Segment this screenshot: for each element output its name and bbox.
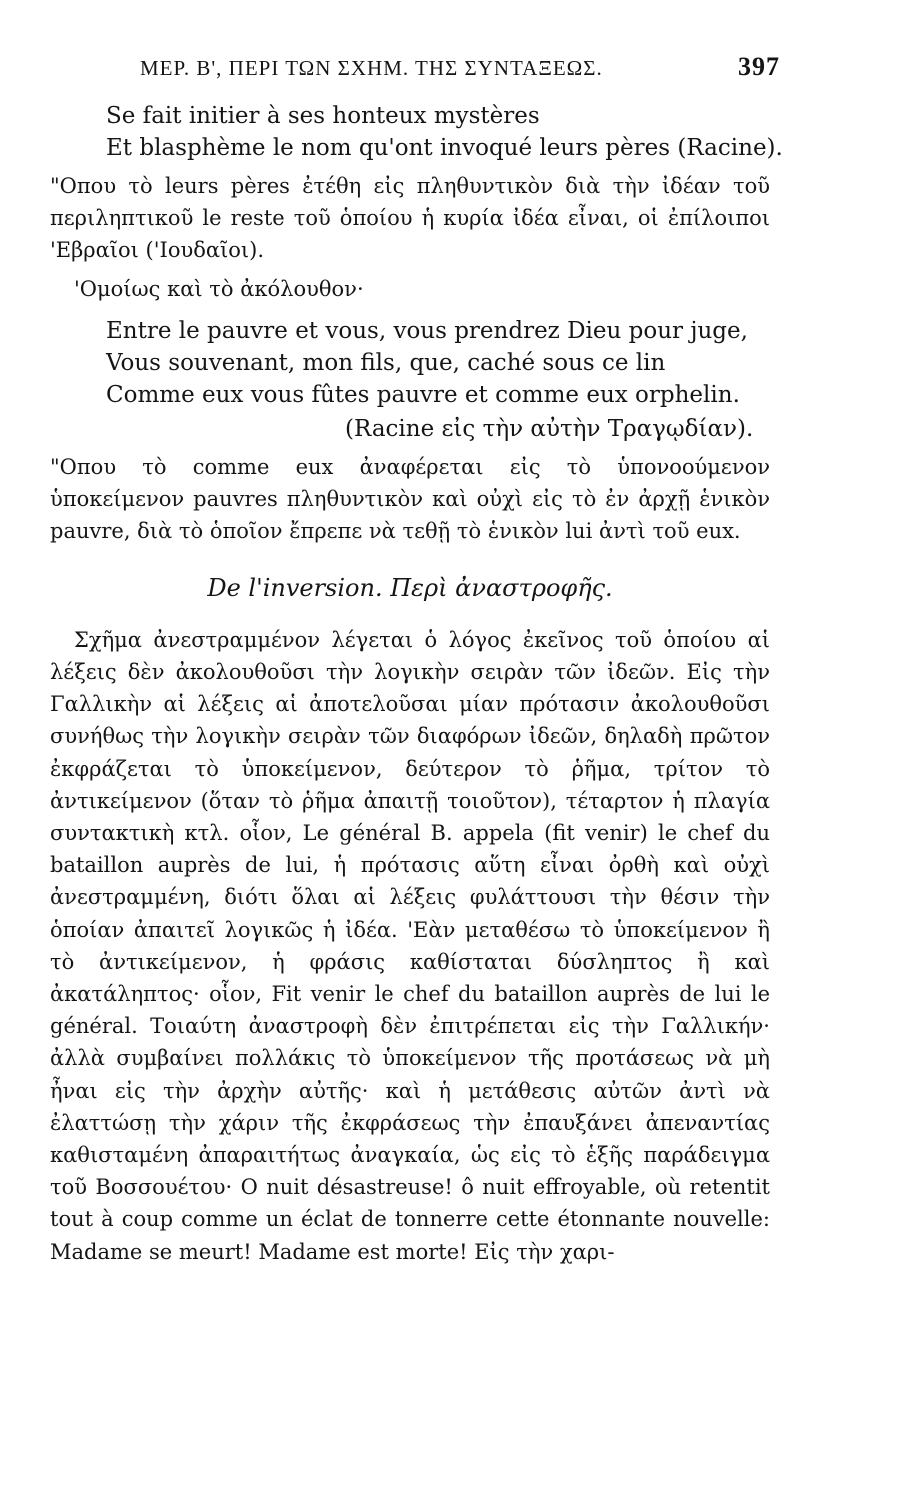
verse-line: Se fait initier à ses honteux mystères	[106, 103, 540, 129]
quote-attribution: (Racine εἰς τὴν αὐτὴν Τραγῳδίαν).	[345, 415, 754, 442]
running-header	[140, 52, 780, 82]
paragraph: "Οπου τὸ leurs pères ἐτέθη εἰς πληθυντικὸν διὰ τὴν ἰδέαν τοῦ περιληπτικοῦ le reste τοῦ ὁποίου ἡ κυρία ἰδέα εἶναι, οἱ ἐπίλοιποι 'Εβραῖοι ('Ιουδαῖοι).	[50, 174, 770, 263]
running-title: ΜΕΡ. Β', ΠΕΡΙ ΤΩΝ ΣΧΗΜ. ΤΗΣ ΣΥΝΤΑΞΕΩΣ.	[140, 56, 603, 80]
verse-quote-1	[50, 100, 783, 164]
verse-quote-2	[50, 315, 770, 411]
paragraph: "Οπου τὸ comme eux ἀναφέρεται εἰς τὸ ὑπονοούμενον ὑποκείμενον pauvres πληθυντικὸν καὶ οὐχὶ εἰς τὸ ἐν ἀρχῇ ἑνικὸν pauvre, διὰ τὸ ὁποῖον ἔπρεπε νὰ τεθῇ τὸ ἑνικὸν lui ἀντὶ τοῦ eux.	[50, 455, 770, 544]
page-number: 397	[738, 52, 780, 81]
verse-line: Entre le pauvre et vous, vous prendrez Dieu pour juge,	[106, 317, 748, 344]
verse-line: Comme eux vous fûtes pauvre et comme eux orphelin.	[106, 381, 740, 408]
verse-line: Vous souvenant, mon fils, que, caché sous ce lin	[106, 349, 666, 376]
paragraph: Σχῆμα ἀνεστραμμένον λέγεται ὁ λόγος ἐκεῖνος τοῦ ὁποίου αἱ λέξεις δὲν ἀκολουθοῦσι τὴν λογικὴν σειρὰν τῶν ἰδεῶν. Εἰς τὴν Γαλλικὴν αἱ λέξεις αἱ ἀποτελοῦσαι μίαν πρότασιν ἀκολουθοῦσι συνήθως τὴν λογικὴν σειρὰν τῶν διαφόρων ἰδεῶν, δηλαδὴ πρῶτον ἐκφράζεται τὸ ὑποκείμενον, δεύτερον τὸ ῥῆμα, τρίτον τὸ ἀντικείμενον (ὅταν τὸ ῥῆμα ἀπαιτῇ τοιοῦτον), τέταρτον ἡ πλαγία συντακτικὴ κτλ. οἷον, Le général B. appela (fit venir) le chef du bataillon auprès de lui, ἡ πρότασις αὕτη εἶναι ὀρθὴ καὶ οὐχὶ ἀνεστραμμένη, διότι ὅλαι αἱ λέξεις φυλάττουσι τὴν θέσιν τὴν ὁποίαν ἀπαιτεῖ λογικῶς ἡ ἰδέα. 'Εὰν μεταθέσω τὸ ὑποκείμενον ἢ τὸ ἀντικείμενον, ἡ φράσις καθίσταται δύσληπτος ἢ καὶ ἀκατάληπτος· οἷον, Fit venir le chef du bataillon auprès de lui le général. Τοιαύτη ἀναστροφὴ δὲν ἐπιτρέπεται εἰς τὴν Γαλλικήν· ἀλλὰ συμβαίνει πολλάκις τὸ ὑποκείμενον τῆς προτάσεως νὰ μὴ ἦναι εἰς τὴν ἀρχὴν αὐτῆς· καὶ ἡ μετάθεσις αὐτῶν ἀντὶ νὰ ἐλαττώσῃ τὴν χάριν τῆς ἐκφράσεως τὴν ἐπαυξάνει ἀπεναντίας καθισταμένη ἀπαραιτήτως ἀναγκαία, ὡς εἰς τὸ ἑξῆς παράδειγμα τοῦ Βοσσουέτου· O nuit désastreuse! ô nuit effroyable, où retentit tout à coup comme un éclat de tonnerre cette étonnante nouvelle: Madame se meurt! Madame est morte! Εἰς τὴν χαρι-	[50, 627, 770, 1264]
section-heading: De l'inversion. Περὶ ἀναστροφῆς.	[207, 573, 613, 602]
verse-line: Et blasphème le nom qu'ont invoqué leurs pères (Racine).	[106, 135, 783, 161]
page-body	[50, 100, 783, 1268]
paragraph: 'Ομοίως καὶ τὸ ἀκόλουθον·	[74, 276, 364, 301]
